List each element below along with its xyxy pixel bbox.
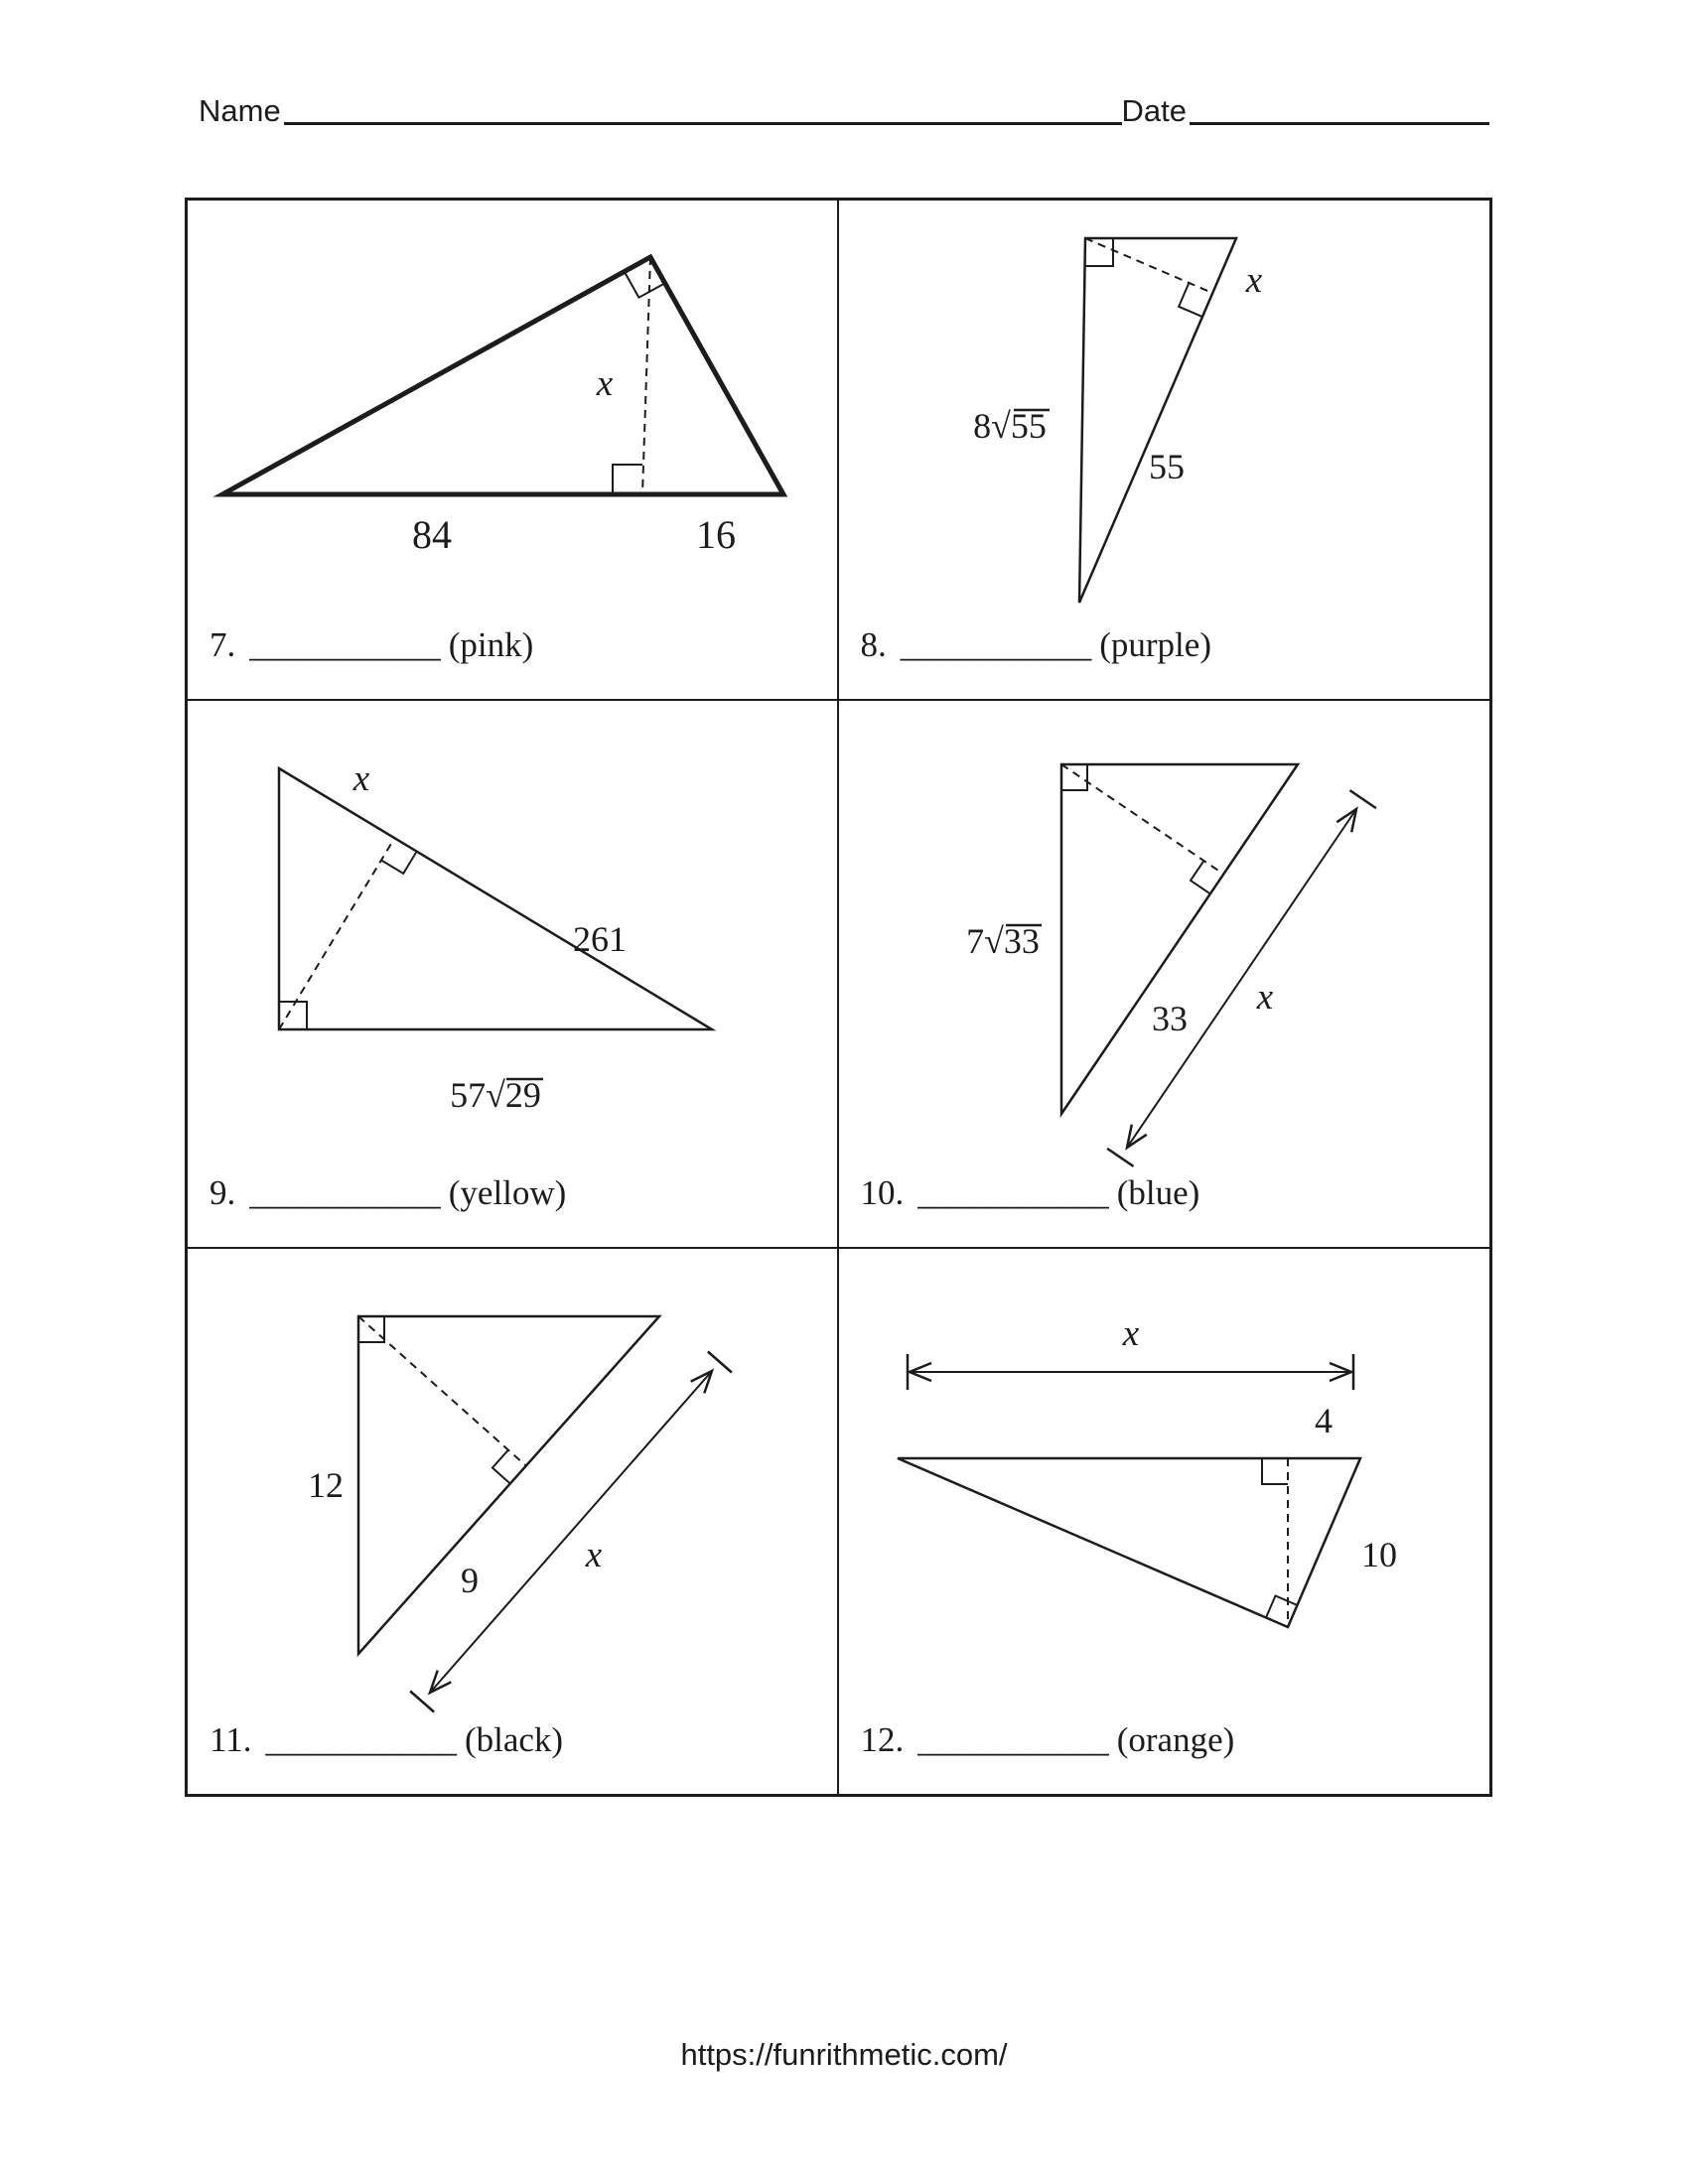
answer-blank: ___________ bbox=[265, 1720, 457, 1759]
worksheet-grid bbox=[185, 198, 1492, 1797]
color-word: (blue) bbox=[1116, 1173, 1200, 1212]
problem-12-diagram bbox=[839, 1249, 1489, 1715]
problem-12-answer-line bbox=[861, 1720, 1235, 1760]
label-hyp-top-segment: x bbox=[1245, 260, 1262, 301]
dimension-end-tick-top bbox=[708, 1352, 732, 1373]
footer bbox=[0, 2037, 1688, 2073]
right-angle-marker-foot bbox=[492, 1450, 510, 1484]
problem-10-cell bbox=[839, 701, 1490, 1249]
footer-url: https://funrithmetic.com/ bbox=[680, 2037, 1008, 2072]
problem-number: 7. bbox=[210, 625, 236, 664]
color-word: (black) bbox=[464, 1720, 564, 1759]
dimension-end-tick-bottom bbox=[410, 1692, 434, 1712]
right-angle-marker-foot bbox=[1191, 861, 1210, 893]
label-hyp-segment: 9 bbox=[461, 1561, 479, 1600]
triangle-outline bbox=[279, 768, 712, 1029]
problem-7-diagram bbox=[188, 201, 838, 637]
color-word: (purple) bbox=[1099, 625, 1211, 664]
answer-blank: ___________ bbox=[900, 625, 1092, 664]
problem-11-diagram bbox=[188, 1249, 838, 1715]
problem-9-cell bbox=[188, 701, 839, 1249]
answer-blank: ___________ bbox=[917, 1173, 1109, 1212]
problem-8-diagram bbox=[839, 201, 1489, 637]
dimension-end-tick-bottom bbox=[1107, 1149, 1133, 1166]
label-measured-length: x bbox=[585, 1535, 603, 1575]
right-angle-marker-vertex bbox=[1085, 238, 1113, 266]
problem-number: 10. bbox=[860, 1173, 905, 1212]
right-angle-marker-vertex bbox=[279, 1002, 307, 1029]
label-hyp-right-segment: 4 bbox=[1314, 1401, 1333, 1440]
color-word: (yellow) bbox=[448, 1173, 567, 1212]
problem-9-answer-line bbox=[210, 1173, 566, 1213]
right-angle-marker-foot bbox=[1262, 1458, 1288, 1484]
problem-11-cell bbox=[188, 1249, 839, 1794]
label-altitude: x bbox=[596, 363, 614, 404]
problem-number: 12. bbox=[860, 1720, 905, 1759]
problem-11-answer-line bbox=[210, 1720, 563, 1760]
problem-10-answer-line bbox=[861, 1173, 1200, 1213]
triangle-outline bbox=[222, 257, 783, 494]
name-label: Name bbox=[199, 93, 281, 128]
arrowhead-bottom bbox=[1127, 1125, 1147, 1148]
label-base-right: 16 bbox=[696, 512, 736, 557]
label-base-leg: 57√29 bbox=[450, 1075, 541, 1115]
dimension-end-tick-top bbox=[1349, 790, 1375, 808]
label-hypotenuse: 261 bbox=[573, 919, 627, 959]
name-blank-line bbox=[284, 121, 1122, 125]
problem-10-diagram bbox=[839, 701, 1489, 1167]
color-word: (orange) bbox=[1116, 1720, 1235, 1759]
right-angle-marker-foot bbox=[381, 852, 417, 874]
label-hypotenuse: 55 bbox=[1148, 447, 1185, 486]
problem-number: 11. bbox=[210, 1720, 252, 1759]
label-left-leg: 12 bbox=[308, 1465, 344, 1505]
altitude-dashed-line bbox=[1061, 764, 1223, 875]
problem-number: 9. bbox=[210, 1173, 236, 1212]
label-measured-length: x bbox=[1122, 1313, 1139, 1354]
problem-8-answer-line bbox=[861, 625, 1211, 665]
answer-blank: ___________ bbox=[249, 1173, 441, 1212]
problem-number: 8. bbox=[860, 625, 887, 664]
answer-blank: ___________ bbox=[249, 625, 441, 664]
problem-9-diagram bbox=[188, 701, 838, 1167]
dimension-arrow-line bbox=[1127, 809, 1356, 1148]
label-measured-length: x bbox=[1256, 977, 1273, 1018]
triangle-outline bbox=[1079, 238, 1236, 603]
problem-8-cell bbox=[839, 201, 1490, 701]
dimension-arrow-line bbox=[430, 1371, 712, 1693]
worksheet-header bbox=[199, 93, 1489, 129]
label-left-leg: 8√55 bbox=[972, 406, 1047, 446]
label-hyp-segment: 33 bbox=[1151, 999, 1188, 1038]
label-left-leg: 7√33 bbox=[965, 921, 1040, 961]
date-label: Date bbox=[1121, 93, 1187, 128]
answer-blank: ___________ bbox=[917, 1720, 1109, 1759]
right-angle-marker-vertex bbox=[1061, 764, 1087, 790]
problem-12-cell bbox=[839, 1249, 1490, 1794]
triangle-outline bbox=[1061, 764, 1298, 1114]
right-angle-marker-foot bbox=[1179, 283, 1202, 317]
problem-7-cell bbox=[188, 201, 839, 701]
right-angle-marker-base bbox=[613, 465, 642, 494]
date-blank-line bbox=[1190, 121, 1489, 125]
label-right-leg: 10 bbox=[1360, 1535, 1397, 1574]
label-hyp-top-segment: x bbox=[352, 758, 370, 799]
problem-7-answer-line bbox=[210, 625, 533, 665]
color-word: (pink) bbox=[448, 625, 534, 664]
label-base-left: 84 bbox=[412, 512, 452, 557]
